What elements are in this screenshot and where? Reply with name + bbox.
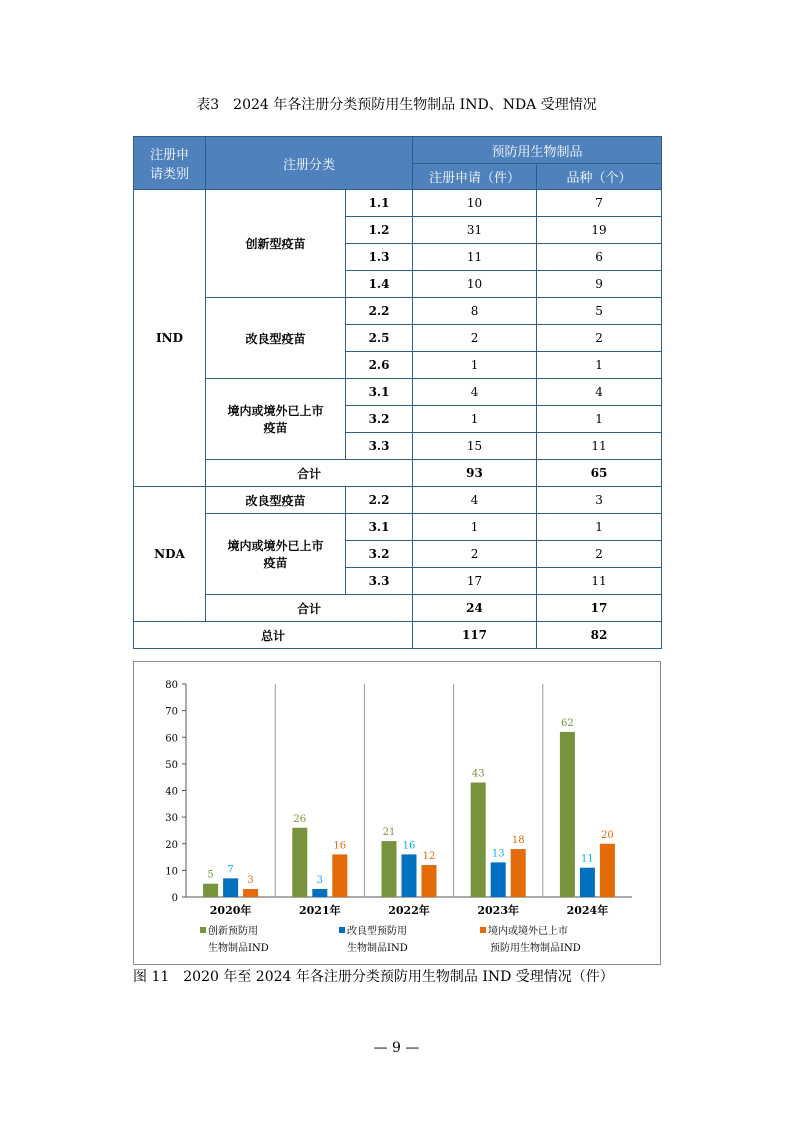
table-cell: 1 — [413, 514, 537, 541]
table-cell: 3 — [537, 487, 662, 514]
data-label: 43 — [471, 768, 485, 780]
bar — [292, 828, 307, 897]
table-cell: 17 — [413, 568, 537, 595]
table-cell: 3.2 — [346, 541, 413, 568]
table-cell: 1 — [537, 406, 662, 433]
legend-label: 预防用生物制品IND — [490, 943, 581, 954]
bar — [382, 841, 397, 897]
table-cell: 3.1 — [346, 514, 413, 541]
ind-subtotal-apps: 93 — [413, 460, 537, 487]
nda-group-marketed: 境内或境外已上市 疫苗 — [206, 514, 346, 595]
ind-subtotal-vars: 65 — [537, 460, 662, 487]
bar — [560, 732, 575, 897]
table-cell: 1.3 — [346, 244, 413, 271]
data-label: 12 — [422, 851, 436, 863]
y-tick-label: 40 — [165, 786, 178, 798]
table-cell: 11 — [413, 244, 537, 271]
table-cell: 8 — [413, 298, 537, 325]
x-tick-label: 2021年 — [298, 904, 341, 917]
bar — [511, 849, 526, 897]
table-cell: 2.5 — [346, 325, 413, 352]
table-cell: 31 — [413, 217, 537, 244]
table-cell: 3.2 — [346, 406, 413, 433]
data-label: 21 — [382, 827, 396, 839]
x-tick-label: 2024年 — [566, 904, 609, 917]
table-cell: 19 — [537, 217, 662, 244]
header-varieties: 品种（个） — [537, 164, 662, 190]
bar — [223, 878, 238, 897]
header-applications: 注册申请（件） — [413, 164, 537, 190]
legend-label: 生物制品IND — [208, 943, 269, 954]
ind-group-marketed: 境内或境外已上市 疫苗 — [206, 379, 346, 460]
table-cell: 3.3 — [346, 568, 413, 595]
legend-label: 境内或境外已上市 — [488, 926, 568, 937]
ind-label: IND — [134, 190, 206, 487]
data-label: 16 — [402, 840, 416, 852]
bar-chart — [133, 661, 661, 965]
legend-swatch — [480, 927, 486, 933]
grand-total-apps: 117 — [413, 622, 537, 649]
legend-label: 创新预防用 — [208, 926, 258, 937]
y-tick-label: 20 — [165, 839, 178, 851]
table-cell: 1 — [537, 352, 662, 379]
table-cell: 7 — [537, 190, 662, 217]
ind-group-innovative: 创新型疫苗 — [206, 190, 346, 298]
table-caption: 表3 2024 年各注册分类预防用生物制品 IND、NDA 受理情况 — [196, 97, 597, 113]
table-cell: 5 — [537, 298, 662, 325]
table-cell: 2.6 — [346, 352, 413, 379]
header-category: 注册申 请类别 — [134, 137, 206, 190]
bar — [203, 884, 218, 897]
x-tick-label: 2023年 — [477, 904, 520, 917]
data-label: 62 — [561, 717, 574, 729]
y-tick-label: 10 — [165, 866, 178, 878]
bar — [580, 868, 595, 897]
table-cell: 2 — [537, 541, 662, 568]
data-label: 20 — [601, 829, 614, 841]
table-cell: 1 — [413, 406, 537, 433]
x-tick-label: 2020年 — [209, 904, 252, 917]
table-cell: 1 — [413, 352, 537, 379]
legend-label: 生物制品IND — [347, 943, 408, 954]
nda-subtotal-apps: 24 — [413, 595, 537, 622]
table-cell: 9 — [537, 271, 662, 298]
header-product: 预防用生物制品 — [413, 137, 662, 164]
data-label: 13 — [491, 848, 505, 860]
legend-swatch — [339, 927, 345, 933]
bar-chart-svg — [134, 662, 660, 964]
data-label: 11 — [581, 853, 594, 865]
table-cell: 2 — [537, 325, 662, 352]
table-cell: 11 — [537, 433, 662, 460]
table-cell: 1.1 — [346, 190, 413, 217]
y-tick-label: 50 — [165, 759, 178, 771]
legend-label: 改良型预防用 — [347, 926, 407, 937]
table-cell: 2.2 — [346, 298, 413, 325]
y-tick-label: 70 — [165, 706, 178, 718]
y-tick-label: 80 — [165, 680, 178, 691]
table-cell: 10 — [413, 190, 537, 217]
header-classification: 注册分类 — [206, 137, 413, 190]
table-cell: 10 — [413, 271, 537, 298]
table-cell: 2 — [413, 541, 537, 568]
y-tick-label: 60 — [165, 733, 178, 745]
table-cell: 1.2 — [346, 217, 413, 244]
grand-total-vars: 82 — [537, 622, 662, 649]
bar — [402, 854, 417, 897]
table-cell: 2 — [413, 325, 537, 352]
bar — [332, 854, 347, 897]
nda-group-improved: 改良型疫苗 — [206, 487, 346, 514]
table-cell: 1 — [537, 514, 662, 541]
ind-subtotal-label: 合计 — [206, 460, 413, 487]
table-cell: 2.2 — [346, 487, 413, 514]
bar — [471, 783, 486, 897]
bar — [491, 862, 506, 897]
table-cell: 4 — [537, 379, 662, 406]
y-tick-label: 0 — [171, 893, 178, 904]
table-cell: 4 — [413, 379, 537, 406]
data-label: 5 — [207, 869, 214, 881]
nda-subtotal-label: 合计 — [206, 595, 413, 622]
data-label: 18 — [511, 835, 525, 847]
bar — [243, 889, 258, 897]
table-cell: 1.4 — [346, 271, 413, 298]
table-cell: 3.1 — [346, 379, 413, 406]
nda-label: NDA — [134, 487, 206, 622]
y-tick-label: 30 — [165, 813, 178, 825]
data-label: 26 — [293, 813, 307, 825]
table-cell: 3.3 — [346, 433, 413, 460]
table-cell: 15 — [413, 433, 537, 460]
bar — [600, 844, 615, 897]
registration-table — [133, 136, 662, 649]
data-label: 3 — [316, 875, 323, 887]
nda-subtotal-vars: 17 — [537, 595, 662, 622]
grand-total-label: 总计 — [134, 622, 413, 649]
x-tick-label: 2022年 — [388, 904, 430, 917]
data-label: 16 — [333, 840, 347, 852]
page-number: — 9 — — [373, 1040, 420, 1056]
legend-swatch — [200, 927, 206, 933]
table-cell: 6 — [537, 244, 662, 271]
ind-group-improved: 改良型疫苗 — [206, 298, 346, 379]
bar — [422, 865, 437, 897]
table-cell: 4 — [413, 487, 537, 514]
figure-caption: 图 11 2020 年至 2024 年各注册分类预防用生物制品 IND 受理情况（件） — [133, 969, 614, 985]
data-label: 7 — [227, 864, 234, 876]
data-label: 3 — [247, 875, 254, 887]
bar — [312, 889, 327, 897]
table-cell: 11 — [537, 568, 662, 595]
